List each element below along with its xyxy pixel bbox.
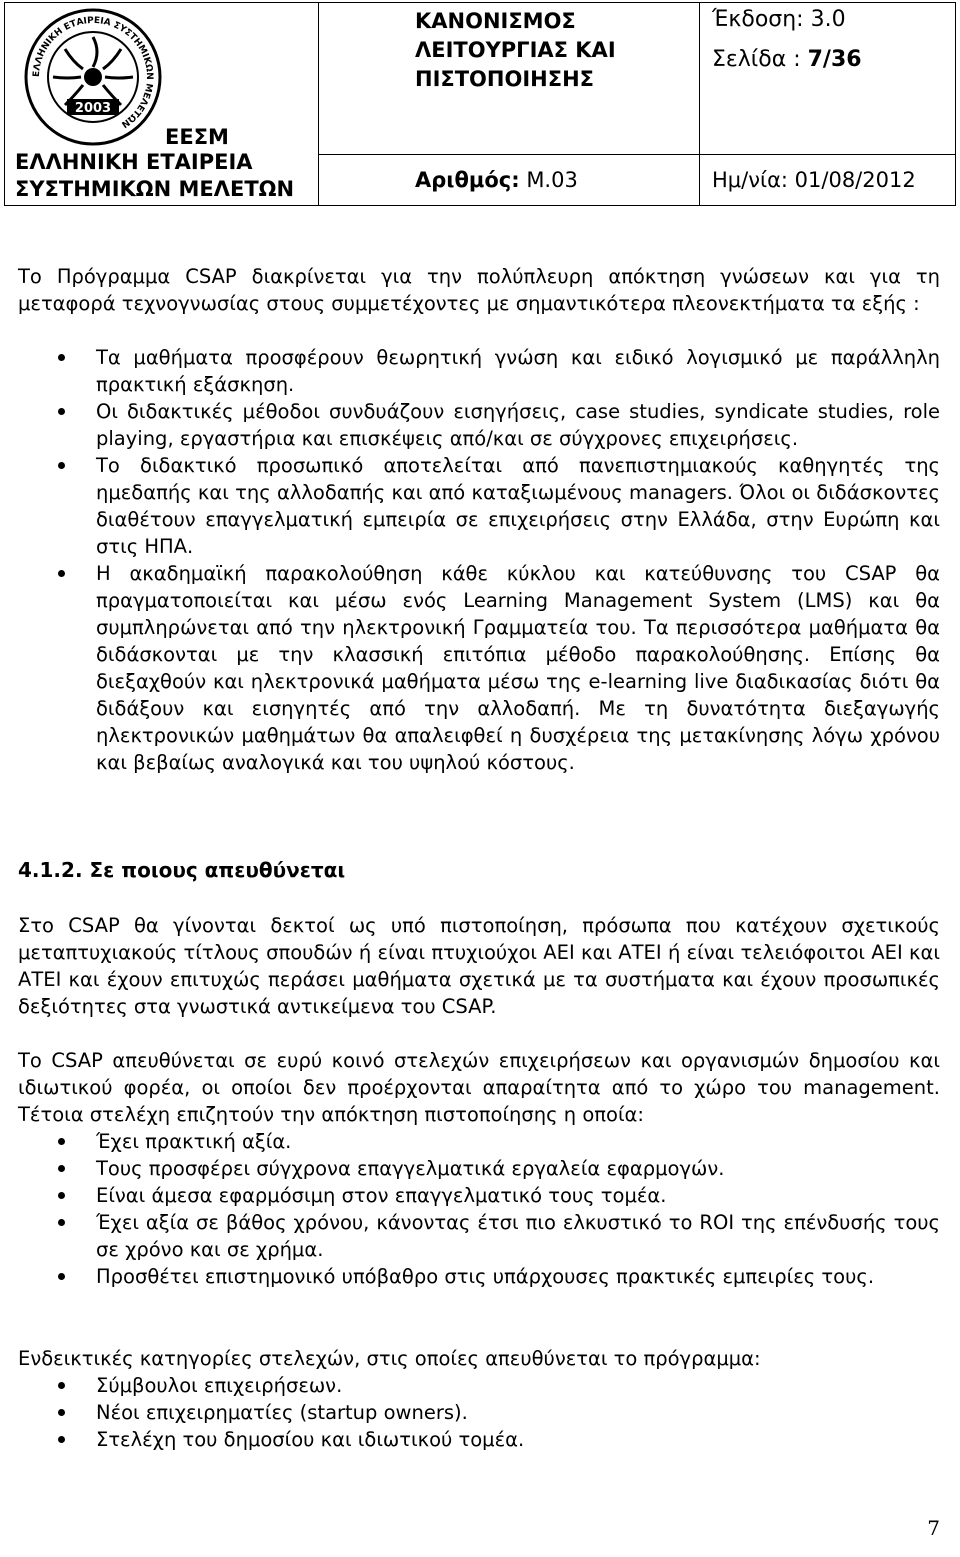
certification-benefits-list bbox=[18, 1128, 940, 1290]
document-title bbox=[415, 7, 616, 94]
list-item: Τους προσφέρει σύγχρονα επαγγελματικά εργαλεία εφαρμογών. bbox=[18, 1155, 940, 1182]
logo-year: 2003 bbox=[74, 101, 112, 116]
org-name bbox=[15, 149, 294, 203]
list-item: Σύμβουλοι επιχειρήσεων. bbox=[18, 1372, 940, 1399]
acceptance-paragraph: Στο CSAP θα γίνονται δεκτοί ως υπό πιστοποίηση, πρόσωπα που κατέχουν σχετικούς μεταπτυχιακούς τίτλους σπουδών ή είναι πτυχιούχοι ΑΕΙ και ΑΤΕΙ ή είναι τελειόφοιτοι ΑΕΙ και ΑΤΕΙ και έχουν επιτυχώς περάσει μαθήματα σχετικά με τα συστήματα και έχουν προσωπικές δεξιότητες στα γνωστικά αντικείμενα του CSAP. bbox=[18, 914, 940, 1018]
list-item: Έχει πρακτική αξία. bbox=[18, 1128, 940, 1155]
header-date-cell bbox=[700, 155, 955, 205]
header-title-cell bbox=[319, 3, 700, 155]
list-item: Νέοι επιχειρηματίες (startup owners). bbox=[18, 1399, 940, 1426]
page-number: 7 bbox=[927, 1516, 940, 1540]
logo-ring-text: ΕΛΛΗΝΙΚΗ ΕΤΑΙΡΕΙΑ ΣΥΣΤΗΜΙΚΩΝ ΜΕΛΕΤΩΝ bbox=[31, 15, 155, 130]
section-heading: 4.1.2. Σε ποιους απευθύνεται bbox=[18, 858, 346, 882]
number-label: Αριθμός: bbox=[415, 168, 520, 192]
list-item: Το διδακτικό προσωπικό αποτελείται από πανεπιστημιακούς καθηγητές της ημεδαπής και της αλλοδαπής και από καταξιωμένους managers. Όλοι οι διδάσκοντες διαθέτουν επαγγελματική εμπειρία σε επιχειρήσεις στην Ελλάδα, στην Ευρώπη και στις ΗΠΑ. bbox=[18, 452, 940, 560]
header-edition-cell bbox=[700, 3, 955, 155]
list-item: Οι διδακτικές μέθοδοι συνδυάζουν εισηγήσεις, case studies, syndicate studies, role playing, εργαστήρια και επισκέψεις από/και σε σύγχρονες επιχειρήσεις. bbox=[18, 398, 940, 452]
document-title-line2: ΛΕΙΤΟΥΡΓΙΑΣ ΚΑΙ bbox=[415, 38, 616, 62]
document-title-line3: ΠΙΣΤΟΠΟΙΗΣΗΣ bbox=[415, 67, 594, 91]
header-number-cell bbox=[319, 155, 700, 205]
org-name-line1: ΕΛΛΗΝΙΚΗ ΕΤΑΙΡΕΙΑ bbox=[15, 150, 253, 174]
edition-label: Έκδοση: 3.0 bbox=[712, 7, 846, 32]
number-value: Μ.03 bbox=[526, 168, 578, 192]
categories-paragraph: Ενδεικτικές κατηγορίες στελεχών, στις οποίες απευθύνεται το πρόγραμμα: bbox=[18, 1347, 761, 1370]
document-number bbox=[415, 168, 578, 192]
org-name-line2: ΣΥΣΤΗΜΙΚΩΝ ΜΕΛΕΤΩΝ bbox=[15, 177, 295, 201]
page-value: 7/36 bbox=[807, 47, 862, 72]
page-indicator bbox=[712, 47, 862, 72]
audience-paragraph: Το CSAP απευθύνεται σε ευρύ κοινό στελεχών επιχειρήσεων και οργανισμών δημοσίου και ιδιωτικού φορέα, οι οποίοι δεν προέρχονται απαραίτητα από το χώρο του management. Τέτοια στελέχη επιζητούν την απόκτηση πιστοποίησης η οποία: bbox=[18, 1049, 940, 1126]
list-item: Η ακαδημαϊκή παρακολούθηση κάθε κύκλου και κατεύθυνσης του CSAP θα πραγματοποιείται και μέσω ενός Learning Management System (LMS) και θα συμπληρώνεται από την ηλεκτρονική Γραμματεία του. Τα περισσότερα μαθήματα θα διδάσκονται με την κλασσική επιτόπια μέθοδο παρακολούθησης. Επίσης θα διεξαχθούν και ηλεκτρονικά μαθήματα μέσω της e-learning live διαδικασίας διότι θα διδάξουν και εισηγητές από την αλλοδαπή. Με τη δυνατότητα διεξαγωγής ηλεκτρονικών μαθημάτων θα απαλειφθεί η δυσχέρεια της μετακίνησης λόγω χρόνου και βεβαίως αναλογικά και του υψηλού κόστους. bbox=[18, 560, 940, 776]
list-item: Προσθέτει επιστημονικό υπόβαθρο στις υπάρχουσες πρακτικές εμπειρίες τους. bbox=[18, 1263, 940, 1290]
intro-paragraph: Το Πρόγραμμα CSAP διακρίνεται για την πολύπλευρη απόκτηση γνώσεων και για τη μεταφορά τεχνογνωσίας στους συμμετέχοντες με σημαντικότερα πλεονεκτήματα τα εξής : bbox=[18, 265, 940, 315]
header-logo-cell bbox=[5, 3, 319, 205]
document-date: Ημ/νία: 01/08/2012 bbox=[712, 168, 916, 192]
document-header bbox=[4, 2, 956, 206]
eesm-logo bbox=[23, 7, 163, 147]
categories-list bbox=[18, 1372, 940, 1453]
document-title-line1: ΚΑΝΟΝΙΣΜΟΣ bbox=[415, 9, 576, 33]
org-abbreviation: ΕΕΣΜ bbox=[165, 125, 229, 149]
list-item: Στελέχη του δημοσίου και ιδιωτικού τομέα. bbox=[18, 1426, 940, 1453]
list-item: Είναι άμεσα εφαρμόσιμη στον επαγγελματικό τους τομέα. bbox=[18, 1182, 940, 1209]
advantages-list bbox=[18, 344, 940, 776]
list-item: Έχει αξία σε βάθος χρόνου, κάνοντας έτσι πιο ελκυστικό το ROI της επένδυσής τους σε χρόνο και σε χρήμα. bbox=[18, 1209, 940, 1263]
list-item: Τα μαθήματα προσφέρουν θεωρητική γνώση και ειδικό λογισμικό με παράλληλη πρακτική εξάσκηση. bbox=[18, 344, 940, 398]
page-label: Σελίδα : bbox=[712, 47, 801, 72]
